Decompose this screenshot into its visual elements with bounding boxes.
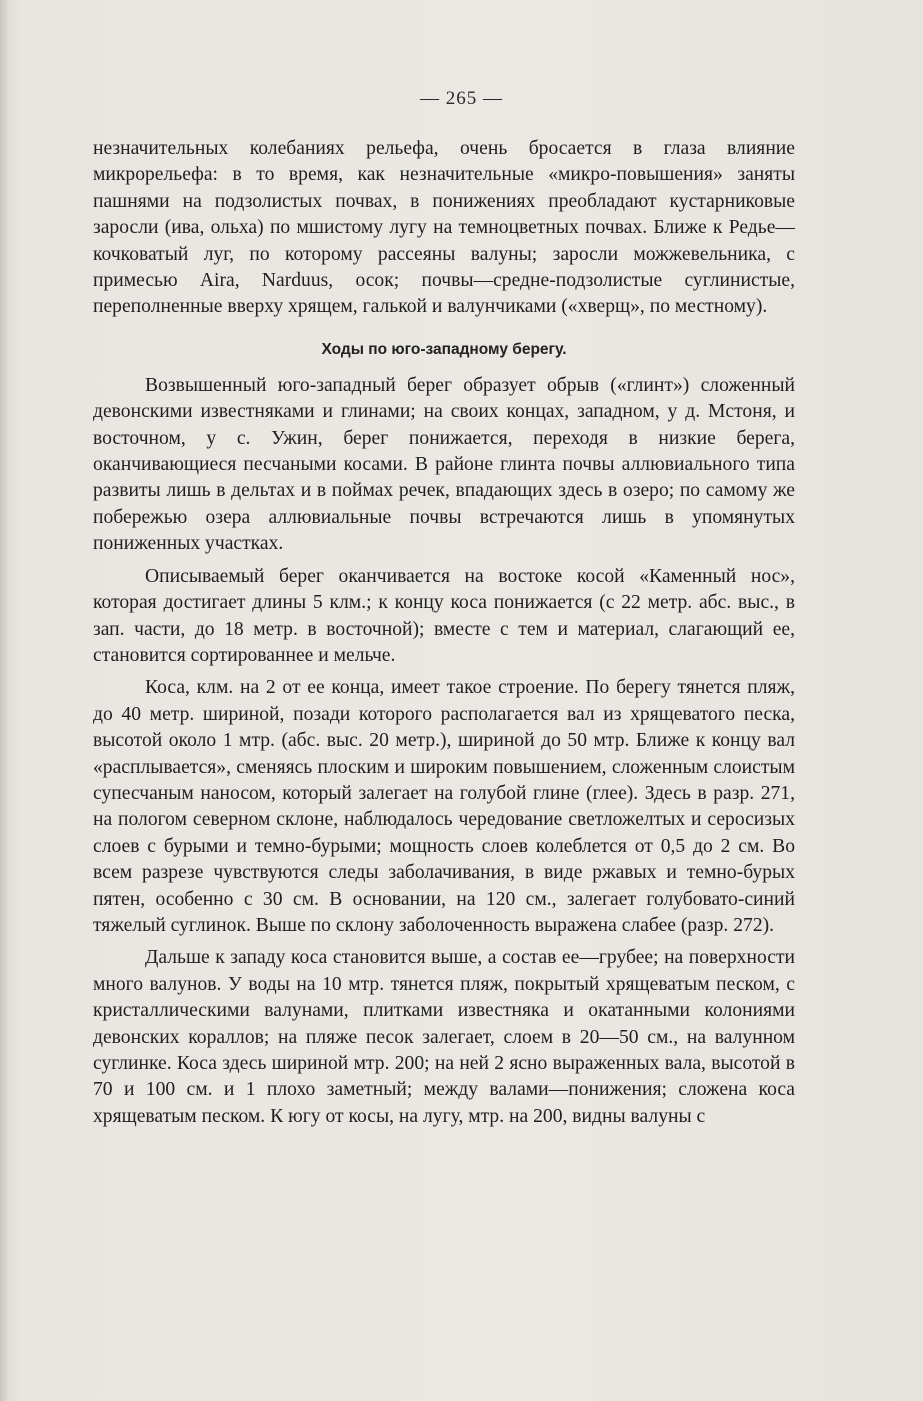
paragraph: Дальше к западу коса становится выше, а состав ее—грубее; на поверхности много валунов. У воды на 10 мтр. тянется пляж, покрытый хрящеватым песком, с кристаллическими валунами, плитками известняка и окатанными колониями девонских кораллов; на пляже песок залегает, слоем в 20—50 см., на валунном суглинке. Коса здесь шириной мтр. 200; на ней 2 ясно выраженных вала, высотой в 70 и 100 см. и 1 плохо заметный; между валами—понижения; сложена коса хрящеватым песком. К югу от косы, на лугу, мтр. на 200, видны валуны с: [93, 947, 795, 1127]
paragraph: Возвышенный юго-западный берег образует обрыв («глинт») сложенный девонскими известняками и глинами; на своих концах, западном, у д. Мстоня, и восточном, у с. Ужин, берег понижается, переходя в низкие берега, оканчивающиеся песчаными косами. В районе глинта почвы аллювиального типа развиты лишь в дельтах и в поймах речек, впадающих здесь в озеро; по самому же побережью озера аллювиальные почвы встречаются лишь в упомянутых пониженных участках.: [93, 374, 795, 555]
paragraph-continuation: незначительных колебаниях рельефа, очень бросается в глаза влияние микрорельефа: в то время, как незначительные «микро-повышения» заняты пашнями на подзолистых почвах, в понижениях преобладают кустарниковые заросли (ива, ольха) по мшистому лугу на темноцветных почвах. Ближе к Редье—кочковатый луг, по которому рассеяны валуны; заросли можжевельника, с примесью Aira, Narduus, осок; почвы—средне-подзолистые суглинистые, переполненные вверху хрящем, галькой и валунчиками («хверщ», по местному).: [93, 138, 795, 318]
page-body: [93, 136, 795, 1130]
page-number: — 265 —: [420, 88, 503, 109]
paragraph: Описываемый берег оканчивается на востоке косой «Каменный нос», которая достигает длины 5 клм.; к концу коса понижается (с 22 метр. абс. выс., в зап. части, до 18 метр. в восточной); вместе с тем и материал, слагающий ее, становится сортированнее и мельче.: [93, 565, 795, 666]
paragraph: Коса, клм. на 2 от ее конца, имеет такое строение. По берегу тянется пляж, до 40 метр. шириной, позади которого располагается вал из хрящеватого песка, высотой около 1 мтр. (абс. выс. 20 метр.), шириной до 50 мтр. Ближе к концу вал «расплывается», сменяясь плоским и широким повышением, сложенным слоистым супесчаным наносом, который залегает на голубой глине (глее). Здесь в разр. 271, на пологом северном склоне, наблюдалось чередование светложелтых и серосизых слоев с бурыми и темно-бурыми; мощность слоев колеблется от 0,5 до 2 см. Во всем разрезе чувствуются следы заболачивания, в виде ржавых и темно-бурых пятен, особенно с 30 см. В основании, на 120 см., залегает голубовато-синий тяжелый суглинок. Выше по склону заболоченность выражена слабее (разр. 272).: [93, 677, 795, 936]
page-spine-shadow: [0, 0, 8, 1401]
section-heading: Ходы по юго-западному берегу.: [321, 340, 567, 358]
